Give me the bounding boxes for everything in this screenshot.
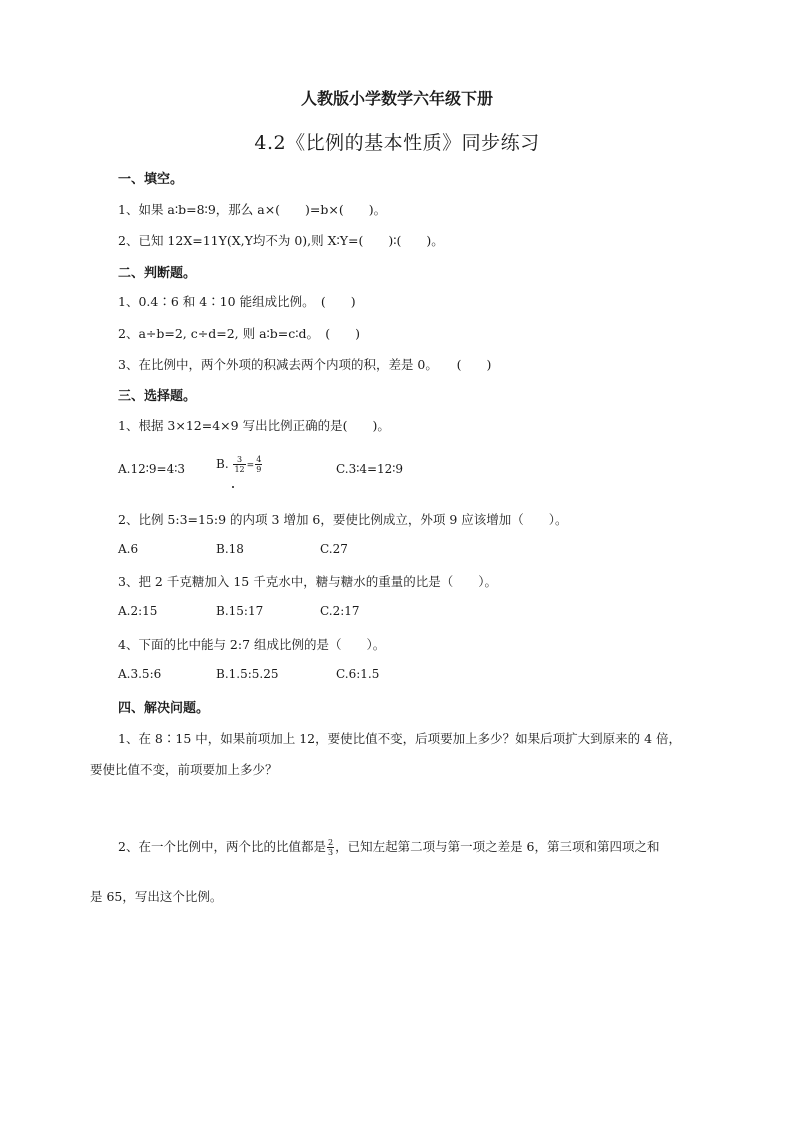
question-3-2: 2、比例 5:3=15:9 的内项 3 增加 6，要使比例成立，外项 9 应该增加（ ）。 — [118, 512, 568, 527]
option-3-4-c: C.6:1.5 — [336, 667, 380, 681]
fraction-denominator: 9 — [256, 465, 262, 474]
question-4-2-line-1 — [118, 837, 660, 857]
question-4-1-line-2: 要使比值不变，前项要加上多少？ — [90, 762, 278, 777]
option-3-1-a: A.12∶9=4∶3 — [118, 462, 185, 476]
option-3-2-b: B.18 — [216, 542, 244, 556]
fraction-numerator: 3 — [233, 455, 245, 465]
fraction-denominator: 12 — [234, 465, 245, 474]
page-subtitle: 4.2《比例的基本性质》同步练习 — [254, 132, 540, 154]
section-title-true-false: 二、判断题。 — [118, 266, 197, 281]
option-3-2-c: C.27 — [320, 542, 348, 556]
fraction-numerator: 2 — [327, 838, 334, 847]
question-1-1: 1、如果 a∶b=8∶9，那么 a×( )=b×( )。 — [118, 202, 387, 217]
question-1-2: 2、已知 12X=11Y(X,Y均不为 0),则 X∶Y=( )∶( )。 — [118, 233, 444, 248]
question-3-4: 4、下面的比中能与 2:7 组成比例的是（ ）。 — [118, 637, 386, 652]
section-title-fill-blank: 一、填空。 — [118, 172, 184, 187]
fraction-3-12 — [233, 455, 245, 474]
question-2-1: 1、0.4∶6 和 4∶10 能组成比例。 ( ) — [118, 294, 356, 309]
section-title-multiple-choice: 三、选择题。 — [118, 389, 197, 404]
option-3-1-b-label: B. — [216, 457, 229, 471]
option-3-1-b — [216, 455, 263, 474]
question-2-3: 3、在比例中，两个外项的积减去两个内项的积，差是 0。 ( ) — [118, 357, 492, 372]
equals-sign: = — [246, 461, 255, 471]
fraction-4-9 — [255, 455, 262, 474]
option-3-3-b: B.15:17 — [216, 604, 264, 618]
question-2-2: 2、a÷b=2, c÷d=2, 则 a∶b=c∶d。 ( ) — [118, 326, 361, 341]
question-4-2-line-2: 是 65，写出这个比例。 — [90, 889, 223, 904]
option-3-1-c: C.3∶4=12∶9 — [336, 462, 404, 476]
page-title: 人教版小学数学六年级下册 — [300, 89, 493, 108]
option-3-2-a: A.6 — [118, 542, 139, 556]
emphasis-dot — [232, 486, 234, 488]
fraction-2-3 — [327, 838, 334, 857]
option-3-4-a: A.3.5:6 — [118, 667, 162, 681]
question-3-3: 3、把 2 千克糖加入 15 千克水中，糖与糖水的重量的比是（ ）。 — [118, 574, 497, 589]
question-3-1: 1、根据 3×12=4×9 写出比例正确的是( )。 — [118, 418, 390, 433]
fraction-numerator: 4 — [256, 455, 262, 464]
question-4-1-line-1: 1、在 8∶15 中，如果前项加上 12，要使比值不变，后项要加上多少？如果后项扩大到原来的 4 倍， — [118, 731, 682, 746]
option-3-3-c: C.2:17 — [320, 604, 360, 618]
option-3-3-a: A.2:15 — [118, 604, 158, 618]
option-3-4-b: B.1.5:5.25 — [216, 667, 279, 681]
question-4-2-text-a: 2、在一个比例中，两个比的比值都是 — [118, 839, 326, 854]
fraction-denominator: 3 — [327, 848, 334, 857]
question-4-2-text-b: ，已知左起第二项与第一项之差是 6，第三项和第四项之和 — [335, 839, 660, 854]
section-title-word-problems: 四、解决问题。 — [118, 701, 210, 716]
